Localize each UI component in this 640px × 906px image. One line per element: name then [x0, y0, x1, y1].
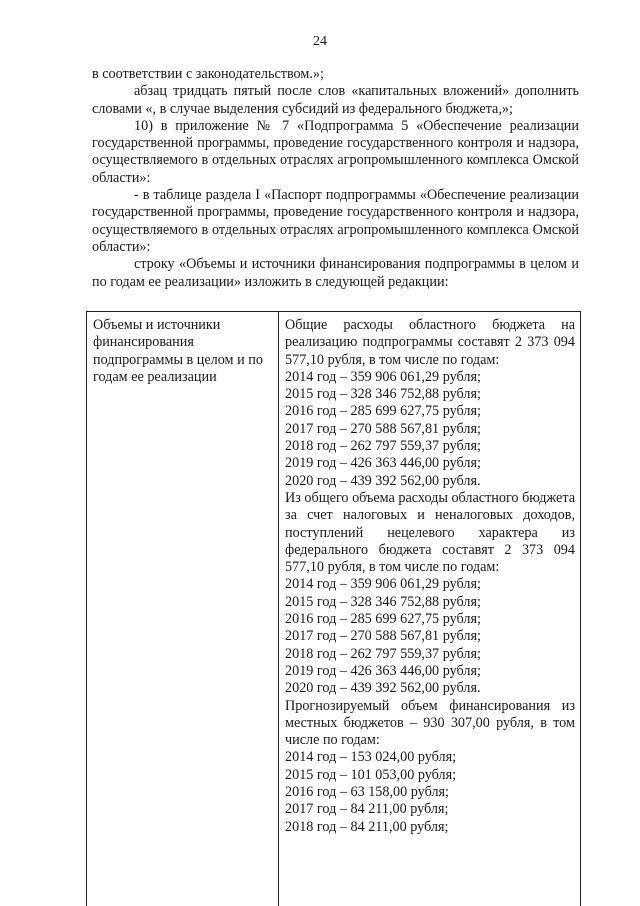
total-year-2020: 2020 год – 439 392 562,00 рубля. [285, 472, 481, 489]
table-right-cell [285, 317, 575, 836]
paragraph-5: строку «Объемы и источники финансирования подпрограммы в целом и по годам ее реализации» изложить в следующей редакции: [92, 256, 579, 290]
local-year-2018: 2018 год – 84 211,00 рубля; [285, 818, 449, 835]
own-year-2015: 2015 год – 328 346 752,88 рубля; [285, 593, 481, 610]
column-divider [278, 312, 279, 906]
paragraph-1: в соответствии с законодательством.»; [92, 66, 324, 82]
total-year-2017: 2017 год – 270 588 567,81 рубля; [285, 420, 481, 437]
body-text [92, 66, 579, 291]
local-year-2015: 2015 год – 101 053,00 рубля; [285, 766, 457, 783]
funding-table [86, 311, 581, 906]
total-year-2019: 2019 год – 426 363 446,00 рубля; [285, 455, 481, 472]
own-year-2014: 2014 год – 359 906 061,29 рубля; [285, 576, 481, 593]
own-year-2019: 2019 год – 426 363 446,00 рубля; [285, 662, 481, 679]
own-year-2018: 2018 год – 262 797 559,37 рубля; [285, 645, 481, 662]
total-year-2018: 2018 год – 262 797 559,37 рубля; [285, 438, 481, 455]
own-funds-intro: Из общего объема расходы областного бюджета за счет налоговых и неналоговых доходов, поступлений нецелевого характера из федерального бюджета составят 2 373 094 577,10 рубля, в том числе по годам: [285, 489, 575, 576]
local-year-2017: 2017 год – 84 211,00 рубля; [285, 801, 449, 818]
paragraph-2: абзац тридцать пятый после слов «капитальных вложений» дополнить словами «, в случае выделения субсидий из федерального бюджета,»; [92, 83, 579, 117]
paragraph-3: 10) в приложение № 7 «Подпрограмма 5 «Обеспечение реализации государственной программы, проведение государственного контроля и надзора, осуществляемого в отдельных отраслях агропромышленного комплекса Омской области»: [92, 117, 579, 186]
total-year-2014: 2014 год – 359 906 061,29 рубля; [285, 368, 481, 385]
table-left-cell: Объемы и источники финансирования подпрограммы в целом и по годам ее реализации [93, 317, 263, 385]
page-number: 24 [313, 34, 327, 49]
own-year-2017: 2017 год – 270 588 567,81 рубля; [285, 628, 481, 645]
local-year-2016: 2016 год – 63 158,00 рубля; [285, 784, 450, 801]
total-intro: Общие расходы областного бюджета на реализацию подпрограммы составят 2 373 094 577,10 рубля, в том числе по годам: [285, 317, 575, 368]
own-year-2016: 2016 год – 285 699 627,75 рубля; [285, 611, 481, 628]
local-budgets-intro: Прогнозируемый объем финансирования из местных бюджетов – 930 307,00 рубля, в том числе по годам: [285, 697, 575, 749]
total-year-2015: 2015 год – 328 346 752,88 рубля; [285, 386, 481, 403]
paragraph-4: - в таблице раздела I «Паспорт подпрограммы «Обеспечение реализации государственной программы, проведение государственного контроля и надзора, осуществляемого в отдельных отраслях агропромышленного комплекса Омской области»: [92, 187, 579, 255]
own-year-2020: 2020 год – 439 392 562,00 рубля. [285, 680, 481, 697]
total-year-2016: 2016 год – 285 699 627,75 рубля; [285, 403, 481, 420]
local-year-2014: 2014 год – 153 024,00 рубля; [285, 749, 457, 766]
